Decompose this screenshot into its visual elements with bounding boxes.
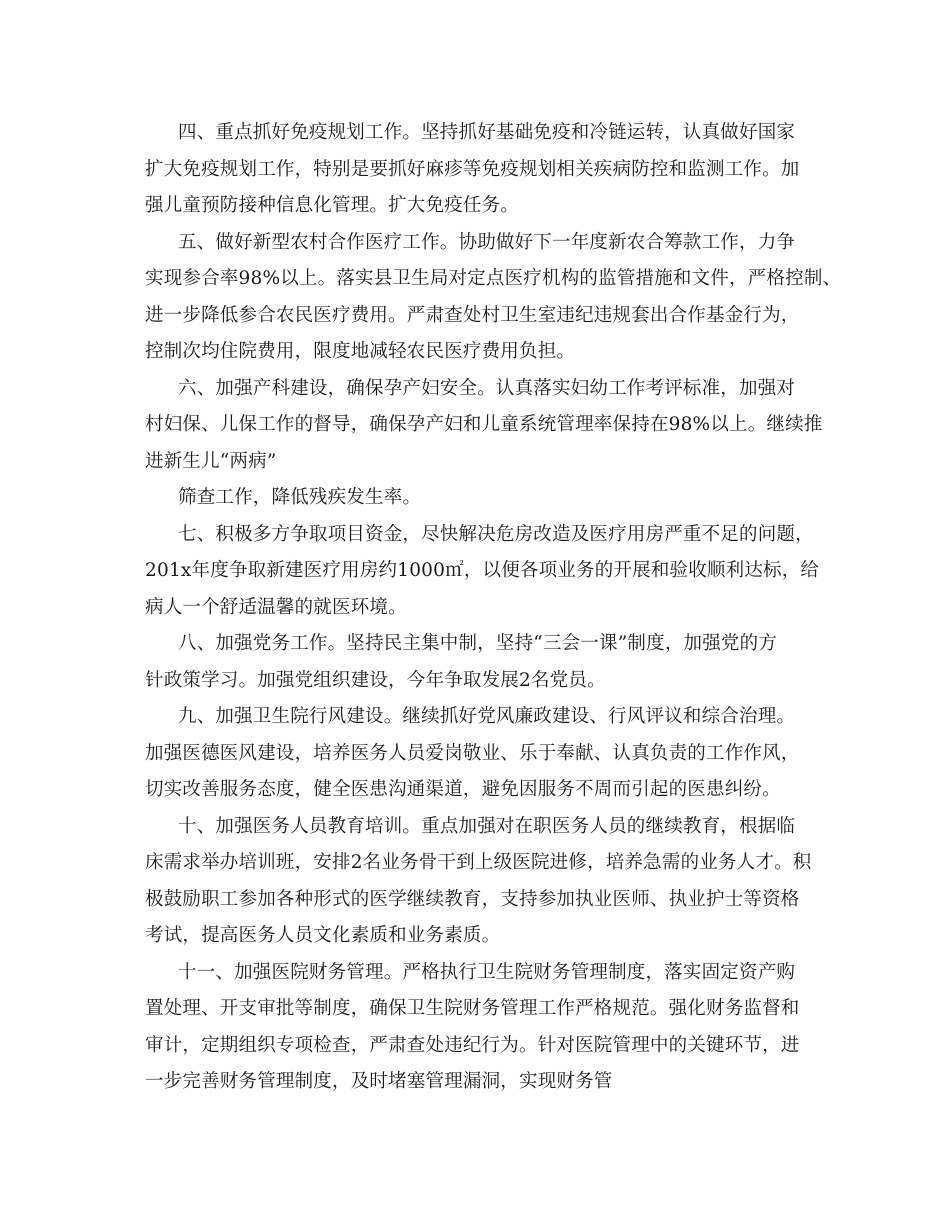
paragraph-line: 七、积极多方争取项目资金，尽快解决危房改造及医疗用房严重不足的问题， (178, 524, 814, 545)
paragraph-line: 置处理、开支审批等制度，确保卫生院财务管理工作严格规范。强化财务监督和 (145, 998, 800, 1019)
paragraph-line: 村妇保、儿保工作的督导，确保孕产妇和儿童系统管理率保持在98%以上。继续推 (145, 414, 823, 435)
paragraph-line: 强儿童预防接种信息化管理。扩大免疫任务。 (145, 195, 520, 216)
paragraph-line: 极鼓励职工参加各种形式的医学继续教育，支持参加执业医师、执业护士等资格 (145, 889, 800, 910)
paragraph-line: 五、做好新型农村合作医疗工作。协助做好下一年度新农合筹款工作，力争 (178, 232, 796, 253)
paragraph-line: 201x年度争取新建医疗用房约1000㎡，以便各项业务的开展和验收顺利达标，给 (145, 560, 820, 581)
paragraph-line: 九、加强卫生院行风建设。继续抓好党风廉政建设、行风评议和综合治理。 (178, 706, 796, 727)
paragraph-line: 病人一个舒适温馨的就医环境。 (145, 597, 407, 618)
paragraph-line: 筛查工作，降低残疾发生率。 (178, 487, 422, 508)
paragraph-line: 一步完善财务管理制度，及时堵塞管理漏洞，实现财务管 (145, 1071, 613, 1092)
paragraph-line: 十一、加强医院财务管理。严格执行卫生院财务管理制度，落实固定资产购 (178, 962, 796, 983)
paragraph-line: 考试，提高医务人员文化素质和业务素质。 (145, 925, 501, 946)
paragraph-line: 四、重点抓好免疫规划工作。坚持抓好基础免疫和冷链运转，认真做好国家 (178, 122, 796, 143)
paragraph-line: 八、加强党务工作。坚持民主集中制，坚持“三会一课”制度，加强党的方 (178, 633, 778, 654)
paragraph-line: 针政策学习。加强党组织建设，今年争取发展2名党员。 (145, 670, 606, 691)
paragraph-line: 扩大免疫规划工作，特别是要抓好麻疹等免疫规划相关疾病防控和监测工作。加 (145, 159, 800, 180)
paragraph-line: 床需求举办培训班，安排2名业务骨干到上级医院进修，培养急需的业务人才。积 (145, 852, 812, 873)
paragraph-line: 控制次均住院费用，限度地减轻农民医疗费用负担。 (145, 341, 576, 362)
paragraph-line: 六、加强产科建设，确保孕产妇安全。认真落实妇幼工作考评标准，加强对 (178, 378, 796, 399)
paragraph-line: 十、加强医务人员教育培训。重点加强对在职医务人员的继续教育，根据临 (178, 816, 796, 837)
paragraph-line: 进一步降低参合农民医疗费用。严肃查处村卫生室违纪违规套出合作基金行为， (145, 305, 800, 326)
paragraph-line: 加强医德医风建设，培养医务人员爱岗敬业、乐于奉献、认真负责的工作作风， (145, 743, 800, 764)
paragraph-line: 进新生儿“两病” (145, 451, 277, 472)
paragraph-line: 审计，定期组织专项检查，严肃查处违纪行为。针对医院管理中的关键环节，进 (145, 1035, 800, 1056)
paragraph-line: 切实改善服务态度，健全医患沟通渠道，避免因服务不周而引起的医患纠纷。 (145, 779, 781, 800)
paragraph-line: 实现参合率98%以上。落实县卫生局对定点医疗机构的监管措施和文件，严格控制、 (145, 268, 842, 289)
